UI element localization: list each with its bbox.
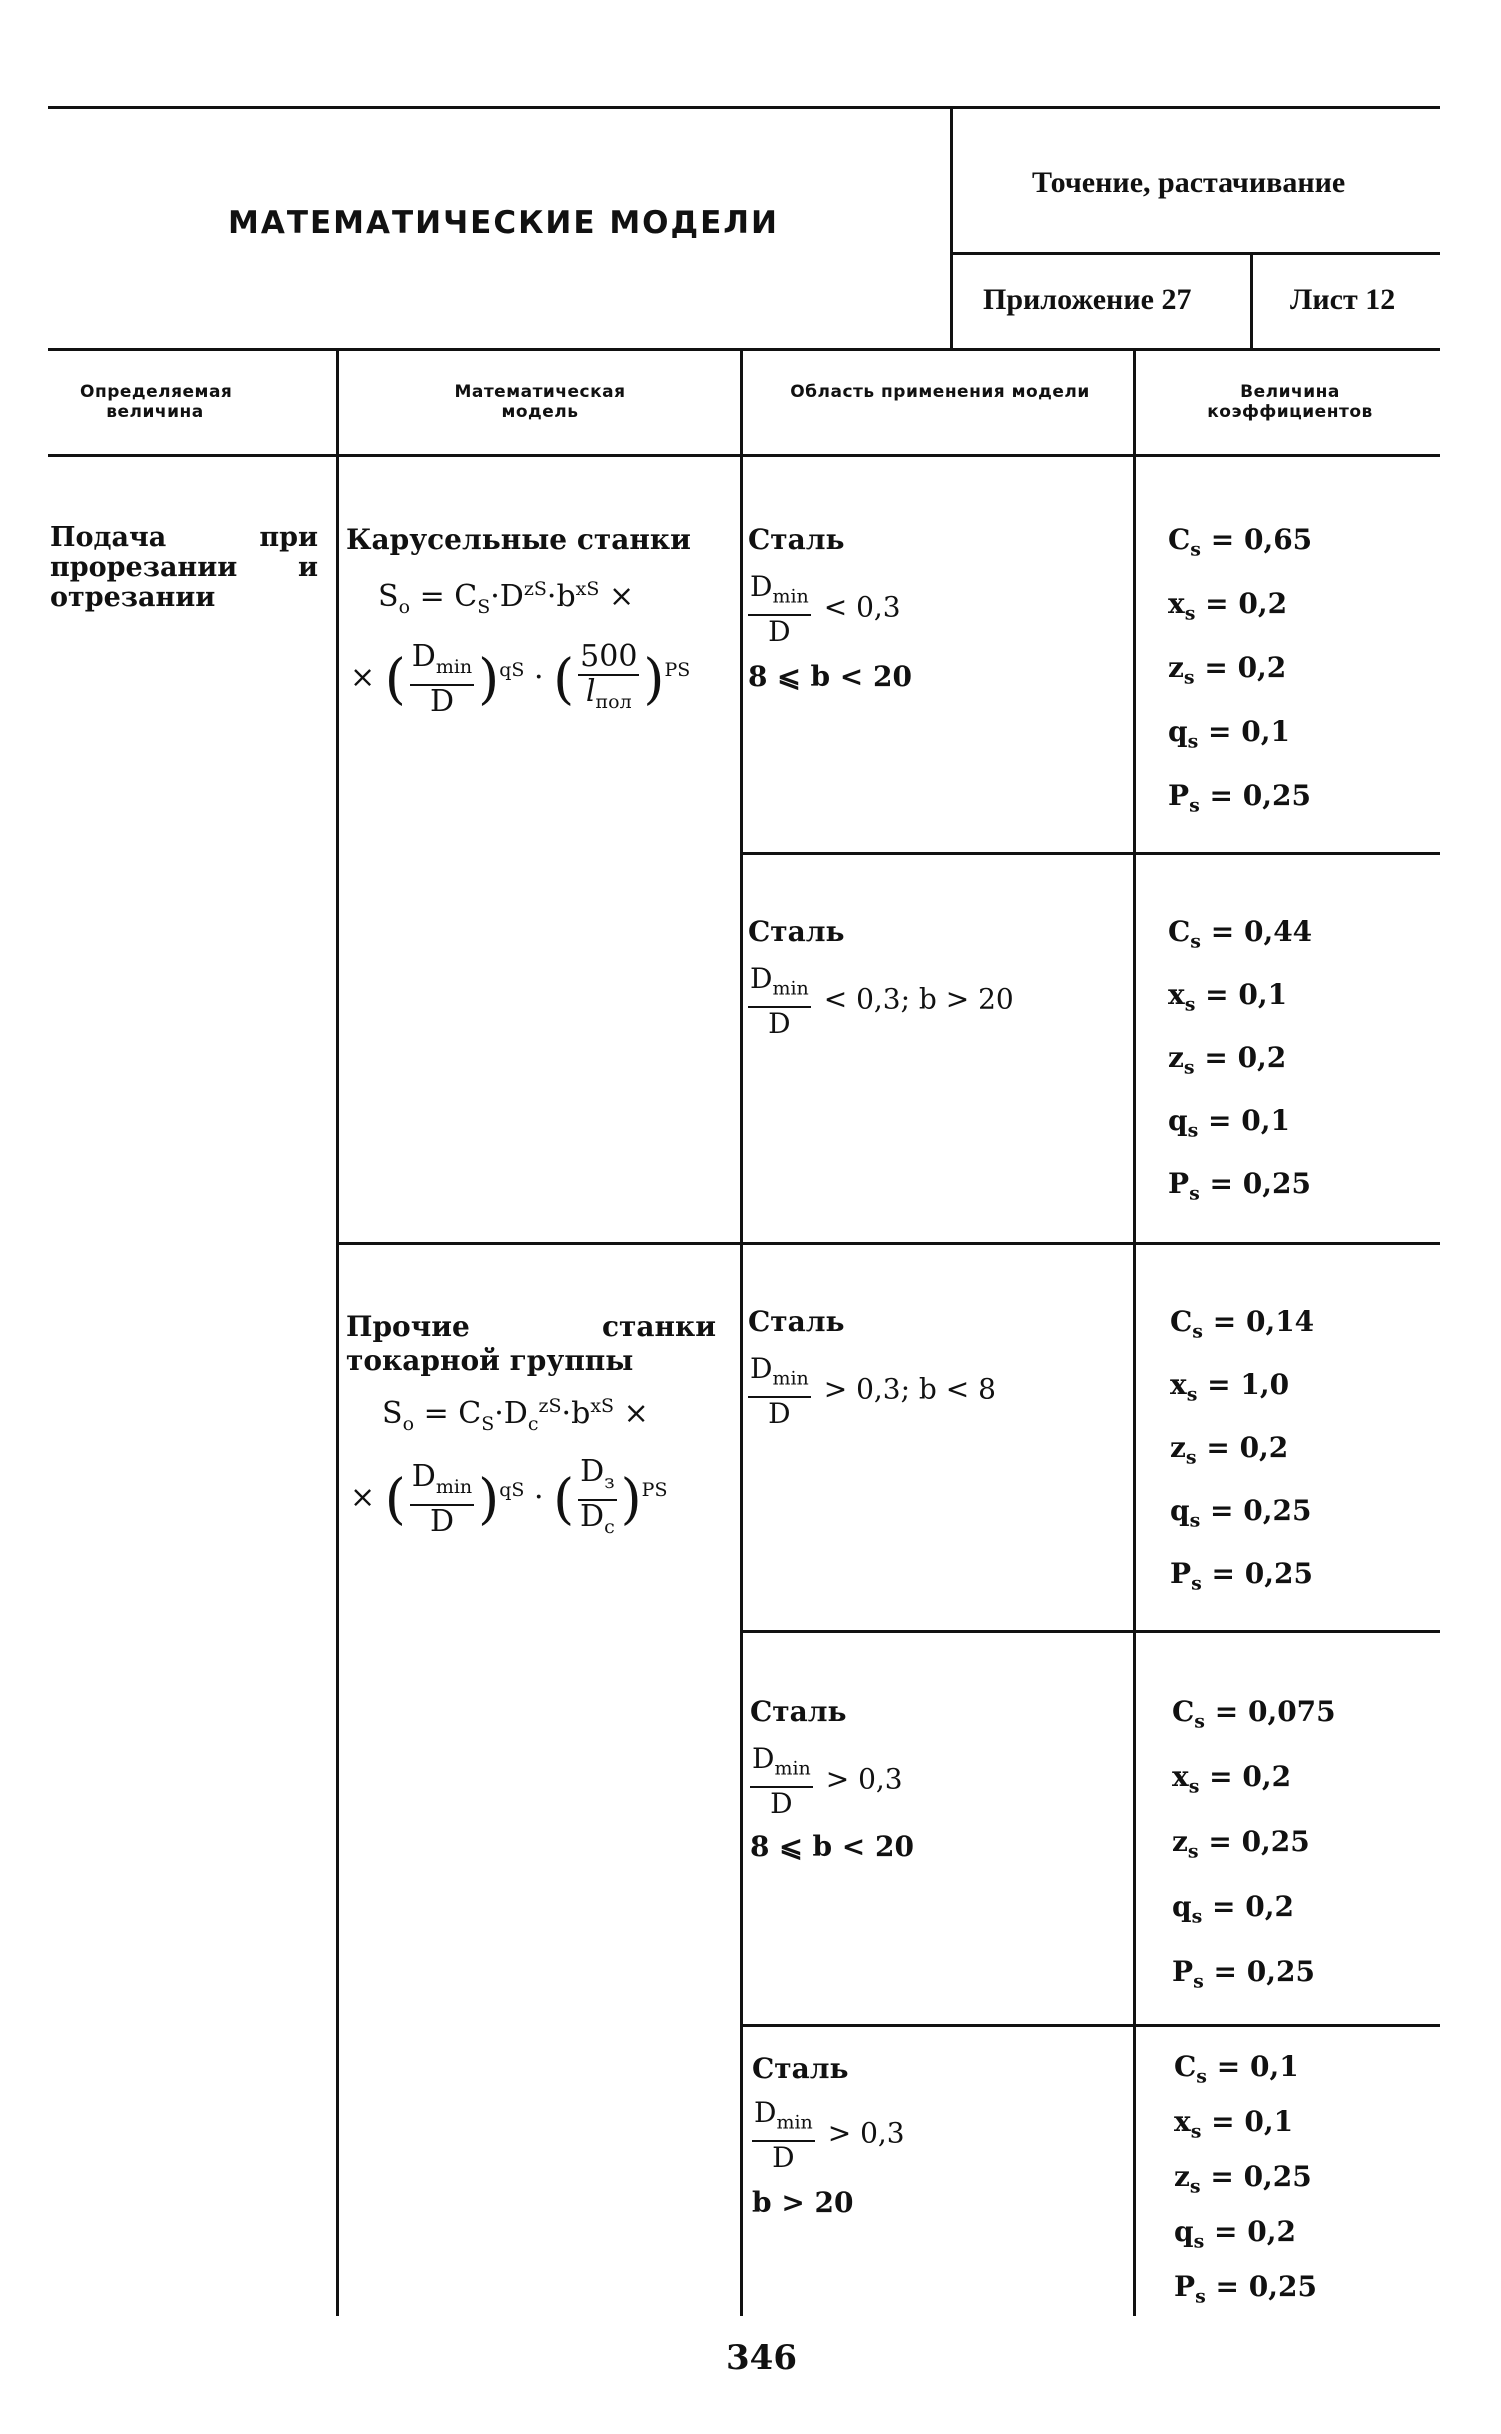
coef-3-qs: $q_s = 0,25$	[1170, 1494, 1312, 1532]
group-2-formula-line-2: × ( $\frac{D_{min}}{D}$ )$^{qS}$ · ( $\frac{D_з}{D_c}$ )$^{PS}$	[350, 1454, 668, 1539]
scope-1-material: Сталь	[748, 523, 845, 556]
coef-1-xs: $x_s = 0,2$	[1168, 587, 1288, 625]
coef-4-qs: $q_s = 0,2$	[1172, 1890, 1294, 1928]
col-header-coefficients: Величина коэффициентов	[1207, 382, 1373, 422]
coef-1-ps: $P_s = 0,25$	[1168, 779, 1311, 817]
sheet-divider	[1250, 252, 1253, 348]
coef-3-ps: $P_s = 0,25$	[1170, 1557, 1313, 1595]
scope-3-material: Сталь	[748, 1305, 845, 1338]
coef-3-xs: $x_s = 1,0$	[1170, 1368, 1290, 1406]
col-header-model: Математическая модель	[454, 382, 626, 422]
group-1-formula-line-2: × ( $\frac{D_{min}}{D}$ )$^{qS}$ · ( $\frac{500}{l_{пол}}$ )$^{PS}$	[350, 639, 691, 719]
scope-2-condition: $\frac{D_{min}}{D}$ < 0,3; b > 20	[750, 962, 1014, 1040]
scope-5-condition: $\frac{D_{min}}{D}$ > 0,3	[754, 2096, 905, 2174]
scope-2-material: Сталь	[748, 915, 845, 948]
col-header-quantity: Определяемая величина	[80, 382, 233, 422]
row-rule-1	[740, 852, 1440, 855]
coef-2-zs: $z_s = 0,2$	[1168, 1041, 1287, 1079]
coef-3-zs: $z_s = 0,2$	[1170, 1431, 1289, 1469]
group-1-name: Карусельные станки	[346, 523, 691, 556]
coef-5-ps: $P_s = 0,25$	[1174, 2270, 1317, 2308]
page-number: 346	[726, 2338, 797, 2378]
coef-4-zs: $z_s = 0,25$	[1172, 1825, 1310, 1863]
header-mid-rule	[950, 252, 1440, 255]
sheet-label: Лист 12	[1290, 283, 1396, 316]
page-title: МАТЕМАТИЧЕСКИЕ МОДЕЛИ	[228, 205, 780, 241]
coef-5-xs: $x_s = 0,1$	[1174, 2105, 1294, 2143]
coef-4-cs: $C_s = 0,075$	[1172, 1695, 1336, 1733]
coef-5-qs: $q_s = 0,2$	[1174, 2215, 1296, 2253]
coef-5-zs: $z_s = 0,25$	[1174, 2160, 1312, 2198]
quantity-text: Подача при прорезании и отрезании	[50, 522, 318, 613]
col-header-scope: Область применения модели	[790, 382, 1090, 402]
row-rule-4	[740, 2024, 1440, 2027]
appendix-label: Приложение 27	[983, 283, 1192, 316]
coef-1-cs: $C_s = 0,65$	[1168, 523, 1313, 561]
scope-4-material: Сталь	[750, 1695, 847, 1728]
group-rule	[336, 1242, 1440, 1245]
group-1-formula-line-1: $S_o = C_S\cdot D^{zS}\cdot b^{xS}$ ×	[378, 578, 635, 618]
coef-2-xs: $x_s = 0,1$	[1168, 978, 1288, 1016]
scope-3-condition: $\frac{D_{min}}{D}$ > 0,3; b < 8	[750, 1352, 996, 1430]
coef-5-cs: $C_s = 0,1$	[1174, 2050, 1299, 2088]
header-divider	[950, 106, 953, 348]
header-bottom-rule	[48, 348, 1440, 351]
coef-2-cs: $C_s = 0,44$	[1168, 915, 1313, 953]
col-rule-3	[1133, 348, 1136, 2316]
coef-4-xs: $x_s = 0,2$	[1172, 1760, 1292, 1798]
group-2-formula-line-1: $S_o = C_S\cdot D_c^{zS}\cdot b^{xS}$ ×	[382, 1395, 649, 1435]
coef-1-qs: $q_s = 0,1$	[1168, 715, 1290, 753]
col-rule-1	[336, 348, 339, 2316]
scope-5-material: Сталь	[752, 2052, 849, 2085]
scope-4-condition: $\frac{D_{min}}{D}$ > 0,3	[752, 1742, 903, 1820]
scope-1-width: 8 ⩽ b < 20	[748, 660, 912, 693]
scope-4-width: 8 ⩽ b < 20	[750, 1830, 914, 1863]
col-rule-2	[740, 348, 743, 2316]
scope-1-condition: $\frac{D_{min}}{D}$ < 0,3	[750, 570, 901, 648]
coef-2-ps: $P_s = 0,25$	[1168, 1167, 1311, 1205]
row-rule-3	[740, 1630, 1440, 1633]
coef-2-qs: $q_s = 0,1$	[1168, 1104, 1290, 1142]
coef-1-zs: $z_s = 0,2$	[1168, 651, 1287, 689]
group-2-name: Прочие станки токарной группы	[346, 1310, 716, 1377]
coef-3-cs: $C_s = 0,14$	[1170, 1305, 1315, 1343]
coef-4-ps: $P_s = 0,25$	[1172, 1955, 1315, 1993]
operation-label: Точение, растачивание	[1032, 166, 1346, 199]
scope-5-width: b > 20	[752, 2186, 854, 2219]
top-rule	[48, 106, 1440, 109]
col-header-rule	[48, 454, 1440, 457]
